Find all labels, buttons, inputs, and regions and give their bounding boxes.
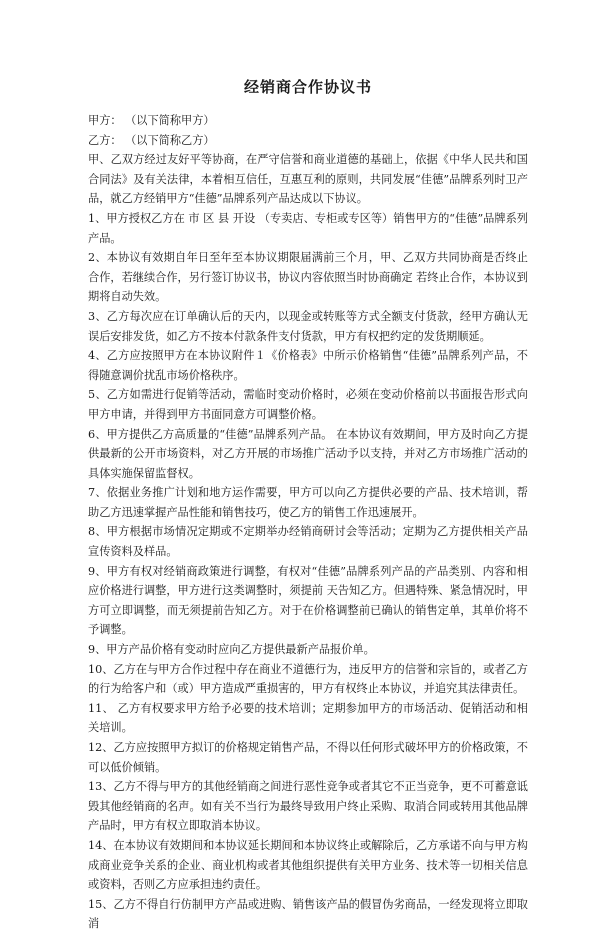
clause-7: 7、依据业务推广计划和地方运作需要，甲方可以向乙方提供必要的产品、技术培训，帮助乙方迅速掌握产品性能和销售技巧，使乙方的销售工作迅速展开。 [88, 486, 528, 519]
clause-8: 8、甲方根据市场情况定期或不定期举办经销商研讨会等活动；定期为乙方提供相关产品宣传资料及样品。 [88, 525, 528, 559]
document-title: 经销商合作协议书 [243, 78, 372, 96]
clause-13: 13、乙方不得与甲方的其他经销商之间进行恶性竞争或者其它不正当竞争，更不可蓄意诋毁其他经销商的名声。如有关不当行为最终导致用户终止采购、取消合同或转用其他品牌产品时，甲方有权立即取消本协议。 [88, 780, 528, 833]
intro-paragraph: 甲、乙双方经过友好平等协商，在严守信誉和商业道德的基础上，依据《中华人民共和国合同法》及有关法律，本着相互信任，互惠互利的原则，共同发展“佳德”品牌系列时卫产品，就乙方经销甲方“佳德”品牌系列产品达成以下协议。 [88, 153, 528, 206]
clause-12: 12、乙方应按照甲方拟订的价格规定销售产品，不得以任何形式破坏甲方的价格政策，不可以低价倾销。 [88, 741, 528, 774]
clause-15: 15、乙方不得自行仿制甲方产品或进购、销售该产品的假冒伪劣商品，一经发现将立即取消 [88, 897, 528, 931]
clause-1: 1、甲方授权乙方在 市 区 县 开设 （专卖店、专柜或专区等）销售甲方的“佳德”品牌系列产品。 [88, 211, 528, 245]
clause-10: 10、乙方在与甲方合作过程中存在商业不道德行为，违反甲方的信誉和宗旨的，或者乙方的行为给客户和（或）甲方造成严重损害的，甲方有权终止本协议，并追究其法律责任。 [88, 662, 528, 696]
clause-11: 11、 乙方有权要求甲方给予必要的技术培训；定期参加甲方的市场活动、促销活动和相关培训。 [88, 701, 528, 735]
clause-6: 6、甲方提供乙方高质量的“佳德”品牌系列产品。 在本协议有效期间，甲方及时向乙方提供最新的公开市场资料，对乙方开展的市场推广活动予以支持，并对乙方市场推广活动的具体实施保留监督权。 [88, 427, 528, 480]
clause-3: 3、乙方每次应在订单确认后的天内，以现金或转账等方式全额支付货款，经甲方确认无误后安排发货，如乙方不按本付款条件支付货款，甲方有权把约定的发货期顺延。 [88, 309, 528, 343]
clause-9: 9、甲方有权对经销商政策进行调整，有权对“佳德”品牌系列产品的产品类别、内容和相应价格进行调整，甲方进行这类调整时，须提前 天告知乙方。但遇特殊、紧急情况时，甲方可立即调整，而无须提前告知乙方。对于在价格调整前已确认的销售定单，其单价将不予调整。 [88, 564, 528, 637]
clause-14: 14、在本协议有效期间和本协议延长期间和本协议终止或解除后，乙方承诺不向与甲方构成商业竞争关系的企业、商业机构或者其他组织提供有关甲方业务、技术等一切相关信息或资料，否则乙方应承担违约责任。 [88, 838, 528, 892]
clause-5: 5、乙方如需进行促销等活动，需临时变动价格时，必须在变动价格前以书面报告形式向甲方申请，并得到甲方书面同意方可调整价格。 [88, 388, 528, 421]
party-a-line: 甲方： （以下简称甲方） [88, 114, 215, 127]
party-b-line: 乙方： （以下简称乙方） [88, 133, 215, 147]
clause-4: 4、乙方应按照甲方在本协议附件１《价格表》中所示价格销售“佳德”品牌系列产品，不得随意调价扰乱市场价格秩序。 [88, 349, 528, 382]
clause-9b: 9、甲方产品价格有变动时应向乙方提供最新产品报价单。 [88, 643, 375, 657]
clause-2: 2、本协议有效期自年日至年至本协议期限届满前三个月，甲、乙双方共同协商是否终止合作，若继续合作，另行签订协议书，协议内容依照当时协商确定 若终止合作，本协议到期将自动失效。 [88, 251, 528, 304]
